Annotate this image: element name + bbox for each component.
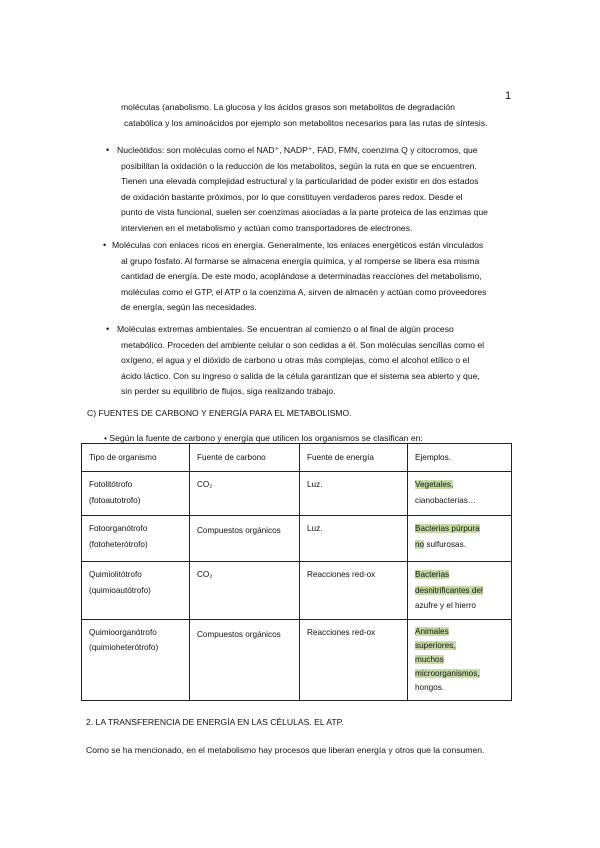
cell-type	[82, 619, 190, 700]
cell-line: Fotolitótrofo	[89, 480, 133, 489]
cell-line: Compuestos orgánicos	[197, 526, 281, 535]
cell-energy	[300, 619, 408, 700]
bullet-extremas-ambientales	[117, 322, 516, 400]
text-line: ácido láctico. Con su ingreso o salida de la célula garantizan que el sistema sea abierto y que,	[121, 370, 480, 381]
text-line: moléculas (anabolismo. La glucosa y los ácidos grasos son metabolitos de degradación	[121, 102, 455, 112]
cell-line	[415, 477, 504, 493]
cell-line: (quimioautótrofo)	[89, 585, 151, 595]
text-line: moléculas como el GTP, el ATP o la coenzima A, sirven de almacén y actúan como proveedores	[121, 286, 487, 297]
cell-line	[415, 667, 504, 681]
bullet-dot: •	[106, 324, 110, 334]
cell-carbon	[190, 619, 300, 700]
cell-type	[82, 472, 190, 516]
cell-line: Compuestos orgánicos	[197, 629, 281, 639]
text-line: metabólico. Proceden del ambiente celular o son cedidas a él. Son moléculas sencillas como el	[121, 339, 485, 350]
cell-examples	[408, 516, 512, 562]
highlight: desnitrificantes del	[415, 585, 483, 595]
text-line: punto de vista funcional, suelen ser coenzimas asociadas a la parte proteica de las enzimas que	[121, 207, 488, 218]
cell-line	[415, 583, 504, 599]
cell-line	[415, 537, 504, 553]
cell-line: CO₂	[197, 480, 213, 489]
cell-line: Reacciones red-ox	[307, 627, 376, 637]
final-paragraph: Como se ha mencionado, en el metabolismo hay procesos que liberan energía y otros que la consumen.	[86, 745, 485, 755]
cell-line	[415, 521, 504, 537]
cell-line	[415, 639, 504, 653]
organism-classification-table	[81, 443, 512, 701]
highlight: muchos	[415, 654, 444, 664]
table-row	[82, 472, 512, 516]
cell-line: (quimioheterótrofo)	[89, 643, 159, 652]
cell-line: CO₂	[197, 570, 213, 579]
text-line: de energía, según las necesidades.	[121, 302, 257, 313]
cell-line	[415, 625, 504, 639]
table-row	[82, 562, 512, 620]
cell-line: Quimioorganótrofo	[89, 627, 157, 637]
header-tipo: Tipo de organismo	[82, 444, 190, 472]
cell-examples	[408, 472, 512, 516]
text-line: catabólica y los aminoácidos por ejemplo son metabolitos necesarios para las rutas de síntesis.	[124, 117, 488, 128]
table-row	[82, 619, 512, 700]
text-line: cantidad de energía. De este modo, acoplándose a determinadas reacciones del metabolismo,	[121, 271, 482, 282]
highlight: superiores,	[415, 640, 456, 650]
cell-type	[82, 562, 190, 620]
highlight: Vegetales,	[415, 480, 454, 489]
bullet-dot: •	[106, 145, 110, 155]
cell-line: hongos.	[415, 682, 445, 692]
cell-carbon	[190, 562, 300, 620]
cell-line	[415, 653, 504, 667]
bullet-enlaces-energia	[112, 238, 516, 316]
highlight: no	[415, 539, 425, 549]
cell-carbon	[190, 472, 300, 516]
cell-line: Quimiolitótrofo	[89, 570, 142, 579]
cell-line: Luz.	[307, 524, 323, 533]
cell-carbon	[190, 516, 300, 562]
cell-line	[415, 567, 504, 583]
highlight: Bacterias	[415, 570, 450, 579]
cell-energy	[300, 516, 408, 562]
text-line: sin perder su equilibrio de flujos, siga realizando trabajo.	[121, 386, 336, 397]
section-c-heading: C) FUENTES DE CARBONO Y ENERGÍA PARA EL METABOLISMO.	[87, 408, 352, 418]
text-line: posibilitan la oxidación o la reducción de los metabolitos, según la ruta en que se encuentren.	[121, 160, 477, 171]
text-line: oxígeno, el agua y el dióxido de carbono u otras más complejas, como el alcohol etílico o el	[121, 355, 470, 366]
table-header-row	[82, 444, 512, 472]
continuation-paragraph	[121, 100, 516, 131]
text-line: al grupo fosfato. Al formarse se almacena energía química, y al romperse se libera esa misma	[121, 255, 480, 266]
header-energia: Fuente de energía	[300, 444, 408, 472]
bullet-nucleotidos	[117, 143, 516, 237]
header-carbono: Fuente de carbono	[190, 444, 300, 472]
text-line: Nucleótidos: son moléculas como el NAD⁺, NADP⁺, FAD, FMN, coenzima Q y citocromos, que	[117, 145, 478, 155]
text-fragment: sulfurosas.	[424, 539, 466, 549]
cell-line: (fotoheterótrofo)	[89, 539, 148, 549]
highlight: microorganismos,	[415, 668, 480, 678]
text-line: Tienen una elevada complejidad estructural y la particularidad de poder existir en dos estados	[121, 176, 479, 187]
text-line: intervienen en el metabolismo y actúan como transportadores de electrones.	[121, 222, 413, 233]
cell-examples	[408, 562, 512, 620]
text-line: Moléculas extremas ambientales. Se encuentran al comienzo o al final de algún proceso	[117, 324, 454, 334]
cell-examples	[408, 619, 512, 700]
cell-line: azufre y el hierro	[415, 601, 476, 610]
cell-line: Luz.	[307, 480, 323, 489]
text-line: Moléculas con enlaces ricos en energía. Generalmente, los enlaces energéticos están vinculados	[112, 240, 484, 250]
table-row	[82, 516, 512, 562]
highlight: Animales	[415, 626, 449, 636]
cell-line: Reacciones red-ox	[307, 570, 376, 579]
cell-line: Fotoorganótrofo	[89, 524, 148, 533]
table-intro: • Según la fuente de carbono y energía que utilicen los organismos se clasifican en:	[104, 433, 423, 443]
cell-line: cianobacterias…	[415, 495, 476, 505]
section-2-heading: 2. LA TRANSFERENCIA DE ENERGÍA EN LAS CÉLULAS. EL ATP.	[86, 717, 344, 727]
cell-energy	[300, 562, 408, 620]
page-number: 1	[505, 90, 512, 102]
cell-energy	[300, 472, 408, 516]
cell-type	[82, 516, 190, 562]
text-line: de oxidación bastante próximos, por lo que constituyen verdaderos pares redox. Desde el	[121, 191, 463, 202]
header-ejemplos: Ejemplos.	[408, 444, 512, 472]
bullet-dot: •	[103, 240, 107, 250]
cell-line: (fotoautotrofo)	[89, 495, 141, 505]
highlight: Bacterias púrpura	[415, 524, 480, 533]
